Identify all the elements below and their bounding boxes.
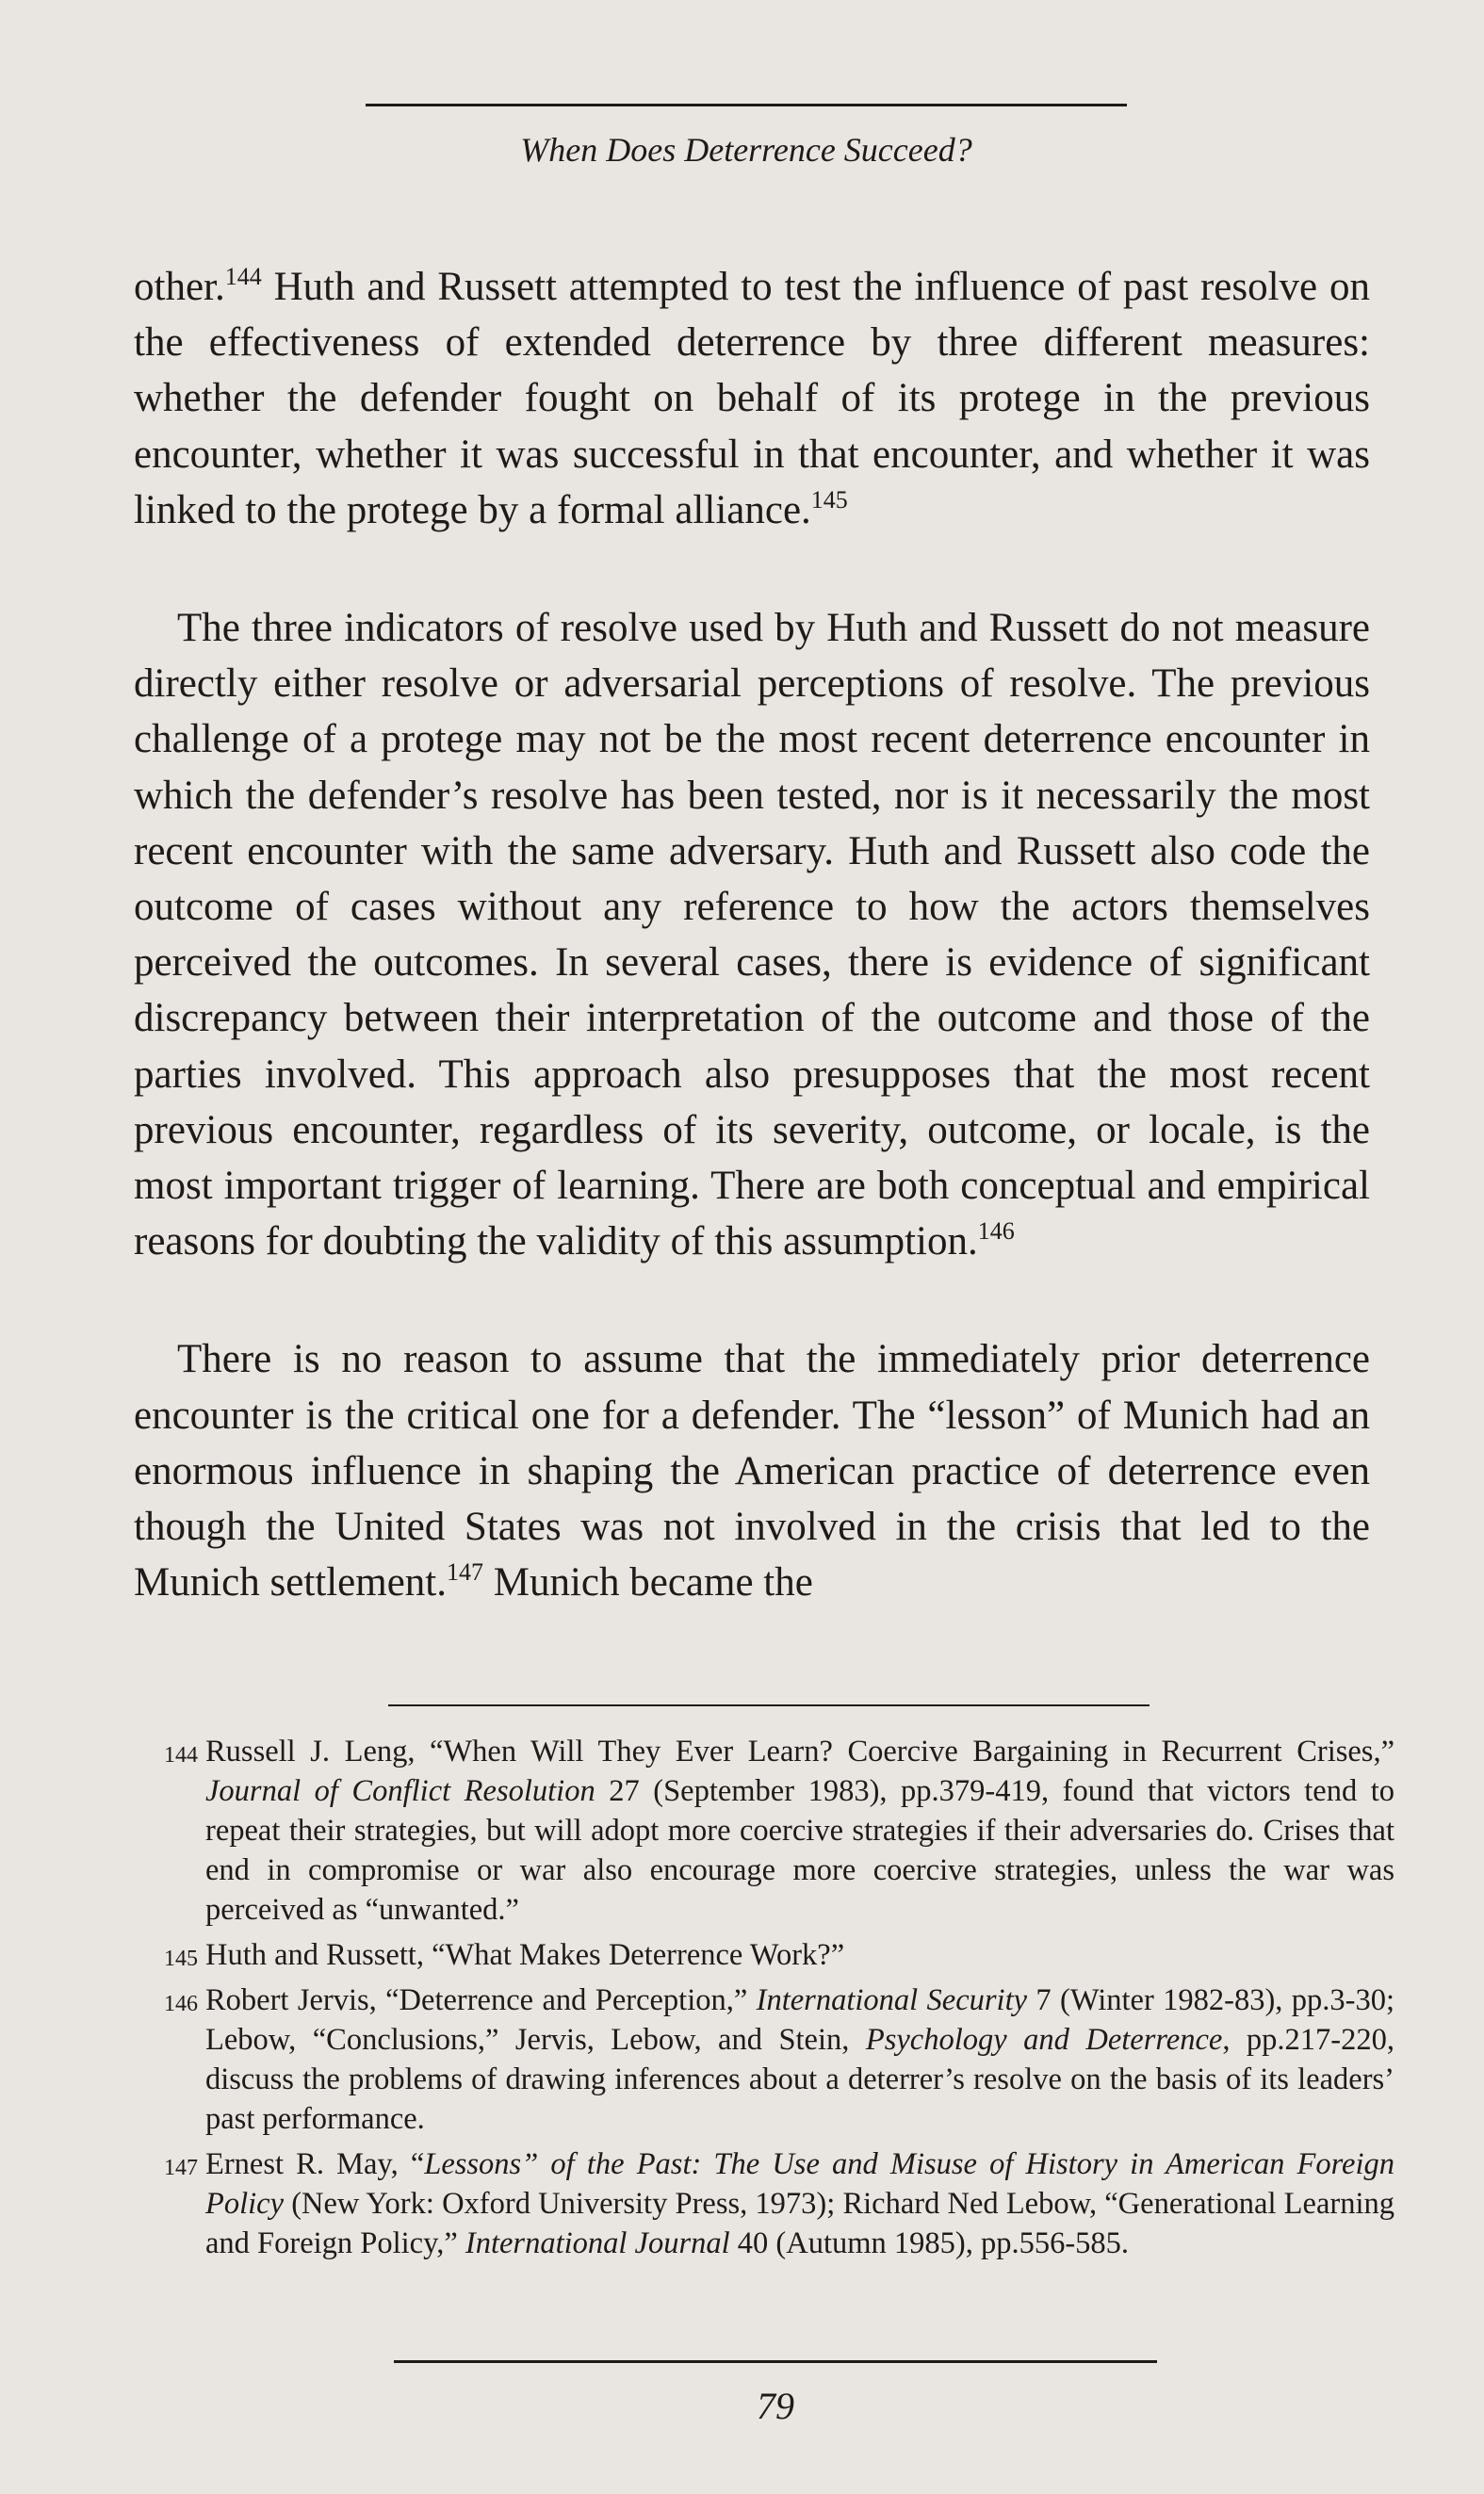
running-head: When Does Deterrence Succeed?	[520, 131, 972, 169]
footnote-145	[141, 1935, 1394, 1975]
footnote-italic: Lessons” of the Past: The Use and Misuse of History in American Foreign Policy	[205, 2147, 1394, 2221]
paragraph-1-lead: other.	[134, 265, 225, 309]
page-number: 79	[757, 2385, 794, 2427]
footnote-text: (New York: Oxford University Press, 1973); Richard Ned Lebow, “Generational Learning and Foreign Policy,”	[205, 2187, 1394, 2260]
paragraph-3-text: There is no reason to assume that the immediately prior deterrence encounter is the critical one for a defender. The “lesson” of Munich had an enormous influence in shaping the American practice of deterrence even though the United States was not involved in the crisis that led to the Munich settlement.	[134, 1337, 1370, 1606]
footnote-144	[141, 1732, 1394, 1930]
footnote-number: 144	[164, 1743, 198, 1768]
note-ref-145: 145	[810, 485, 848, 513]
footnote-number: 147	[164, 2156, 198, 2180]
footnote-147	[141, 2144, 1394, 2263]
note-ref-147: 147	[447, 1558, 483, 1587]
footnote-text: , pp.217-220, discuss the problems of drawing inferences about a deterrer’s resolve on the basis of its leaders’ past performance.	[205, 2023, 1394, 2136]
footnote-italic: International Journal	[465, 2226, 730, 2260]
footnote-number: 146	[164, 1992, 198, 2016]
paragraph-2	[134, 600, 1370, 1269]
paragraph-1	[134, 259, 1370, 538]
footnote-text: Huth and Russett, “What Makes Deterrence Work?”	[205, 1938, 845, 1972]
footnote-text: Russell J. Leng, “When Will They Ever Learn? Coercive Bargaining in Recurrent Crises,”	[205, 1735, 1394, 1769]
footnote-text: Robert Jervis, “Deterrence and Perception,”	[205, 1983, 757, 2017]
paragraph-2-text: The three indicators of resolve used by Huth and Russett do not measure directly either resolve or adversarial perceptions of resolve. The previous challenge of a protege may not be the most recent deterrence encounter in which the defender’s resolve has been tested, nor is it necessarily the most recent encounter with the same adversary. Huth and Russett also code the outcome of cases without any reference to how the actors themselves perceived the outcomes. In several cases, there is evidence of significant discrepancy between their interpretation of the outcome and those of the parties involved. This approach also presupposes that the most recent previous encounter, regardless of its severity, outcome, or locale, is the most important trigger of learning. There are both conceptual and empirical reasons for doubting the validity of this assumption.	[134, 606, 1370, 1264]
top-rule	[366, 104, 1127, 106]
footnote-number: 145	[164, 1947, 198, 1971]
paragraph-3-tail: Munich became the	[483, 1560, 813, 1606]
note-ref-144: 144	[224, 263, 262, 290]
paragraph-1-text: Huth and Russett attempted to test the influence of past resolve on the effectiveness of extended deterrence by three different measures: whether the defender fought on behalf of its protege in the previous encounter, whether it was successful in that encounter, and whether it was linked to the protege by a formal alliance.	[134, 265, 1370, 532]
footnote-text: 7 (Winter 1982-83), pp.3-30; Lebow, “Conclusions,” Jervis, Lebow, and Stein,	[205, 1983, 1395, 2057]
footnote-italic: International Security	[756, 1983, 1028, 2017]
footnote-text: 27 (September 1983), pp.379-419, found that victors tend to repeat their strategies, but will adopt more coercive strategies if their adversaries do. Crises that end in compromise or war also encourage more coercive strategies, unless the war was perceived as “unwanted.”	[205, 1774, 1394, 1927]
footnote-text: Ernest R. May, “	[205, 2147, 425, 2181]
note-ref-146: 146	[977, 1217, 1015, 1246]
bottom-rule	[394, 2360, 1157, 2363]
footnote-rule	[388, 1704, 1150, 1706]
footnote-146	[141, 1981, 1394, 2139]
body-text	[134, 259, 1370, 1672]
footnote-italic: Psychology and Deterrence	[865, 2023, 1223, 2057]
paragraph-3	[134, 1331, 1370, 1610]
footnotes	[141, 1732, 1394, 2269]
footnote-text: 40 (Autumn 1985), pp.556-585.	[729, 2226, 1130, 2260]
footnote-italic: Journal of Conflict Resolution	[205, 1774, 595, 1808]
